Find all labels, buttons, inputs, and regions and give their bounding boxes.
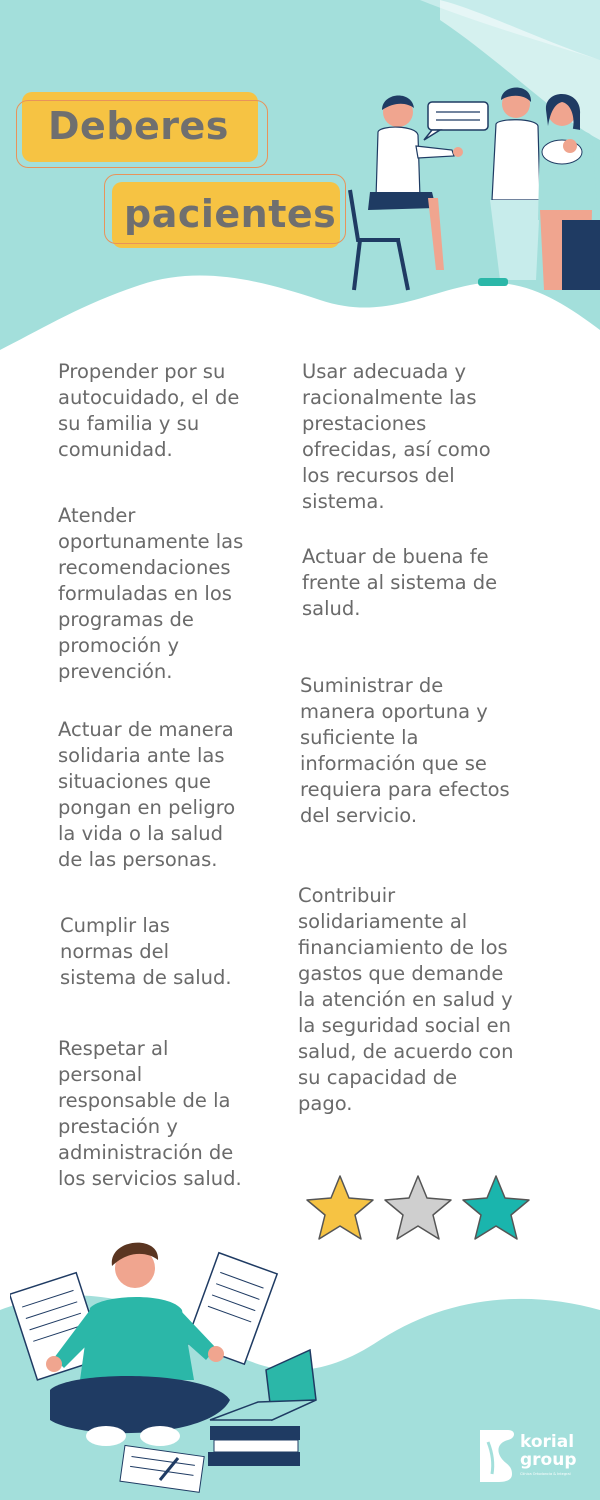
logo-icon [478,1428,518,1484]
right-item-1: Usar adecuada y racionalmente las prestaciones ofrecidas, así como los recursos del sistema. [302,360,491,513]
star-icon [463,1176,529,1239]
title-line-2: pacientes [124,192,337,236]
right-item-3: Suministrar de manera oportuna y suficiente la información que se requiera para efectos del servicio. [300,674,510,827]
right-item-4: Contribuir solidariamente al financiamiento de los gastos que demande la atención en salud y la seguridad social en salud, de acuerdo con su capacidad de pago. [298,884,514,1115]
right-item-2: Actuar de buena fe frente al sistema de salud. [302,545,498,620]
rating-stars [300,1170,540,1252]
title-line-1: Deberes [48,104,229,148]
left-item-4: Cumplir las normas del sistema de salud. [60,914,232,989]
doctor-family-illustration [340,80,600,300]
left-item-5: Respetar al personal responsable de la prestación y administración de los servicios salud. [58,1037,242,1190]
logo-line-2: group [520,1450,577,1470]
left-item-2: Atender oportunamente las recomendaciones formuladas en los programas de promoción y prevención. [58,504,244,683]
logo-tagline: Clínica Ortodoncia & Integral [520,1472,571,1476]
left-item-1: Propender por su autocuidado, el de su familia y su comunidad. [58,360,240,461]
logo-line-1: korial [520,1432,575,1452]
star-icon [385,1176,451,1239]
left-item-3: Actuar de manera solidaria ante las situaciones que pongan en peligro la vida o la salud de las personas. [58,718,236,871]
reading-person-illustration [10,1230,330,1495]
